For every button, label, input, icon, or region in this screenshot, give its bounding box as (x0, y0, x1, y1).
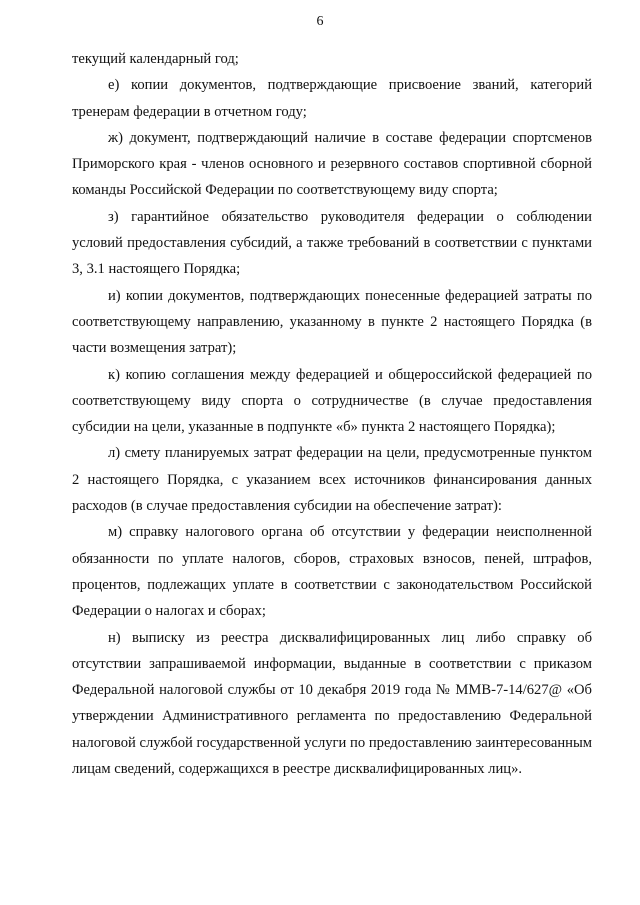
paragraph-item-k: к) копию соглашения между федерацией и общероссийской федерацией по соответствующему виду спорта о сотрудничестве (в случае предоставления субсидии на цели, указанные в подпункте «б» пункта 2 настоящего Порядка); (72, 366, 592, 436)
paragraph-item-l: л) смету планируемых затрат федерации на цели, предусмотренные пунктом 2 настоящего Порядка, с указанием всех источников финансирования данных расходов (в случае предоставления субсидии на обеспечение затрат): (72, 445, 592, 515)
paragraph-continuation: текущий календарный год; (72, 51, 239, 67)
paragraph-item-m: м) справку налогового органа об отсутствии у федерации неисполненной обязанности по уплате налогов, сборов, страховых взносов, пеней, штрафов, процентов, подлежащих уплате в соответствии с законодательством Российской Федерации о налогах и сборах; (72, 524, 592, 620)
paragraph-item-i: и) копии документов, подтверждающих понесенные федерацией затраты по соответствующему направлению, указанному в пункте 2 настоящего Порядка (в части возмещения затрат); (72, 287, 592, 357)
paragraph-item-z: з) гарантийное обязательство руководителя федерации о соблюдении условий предоставления субсидий, а также требований в соответствии с пунктами 3, 3.1 настоящего Порядка; (72, 208, 592, 278)
paragraph-item-zh: ж) документ, подтверждающий наличие в составе федерации спортсменов Приморского края - членов основного и резервного составов спортивной сборной команды Российской Федерации по соответствующему виду спорта; (72, 129, 592, 199)
page-number: 6 (316, 14, 324, 29)
document-body (72, 46, 592, 782)
paragraph-item-e: е) копии документов, подтверждающие присвоение званий, категорий тренерам федерации в отчетном году; (72, 77, 592, 120)
paragraph-item-n: н) выписку из реестра дисквалифицированных лиц либо справку об отсутствии запрашиваемой информации, выданные в соответствии с приказом Федеральной налоговой службы от 10 декабря 2019 года № ММВ-7-14/627@ «Об утверждении Административного регламента по предоставлению Федеральной налоговой службой государственной услуги по предоставлению заинтересованным лицам сведений, содержащихся в реестре дисквалифицированных лиц». (72, 629, 592, 778)
